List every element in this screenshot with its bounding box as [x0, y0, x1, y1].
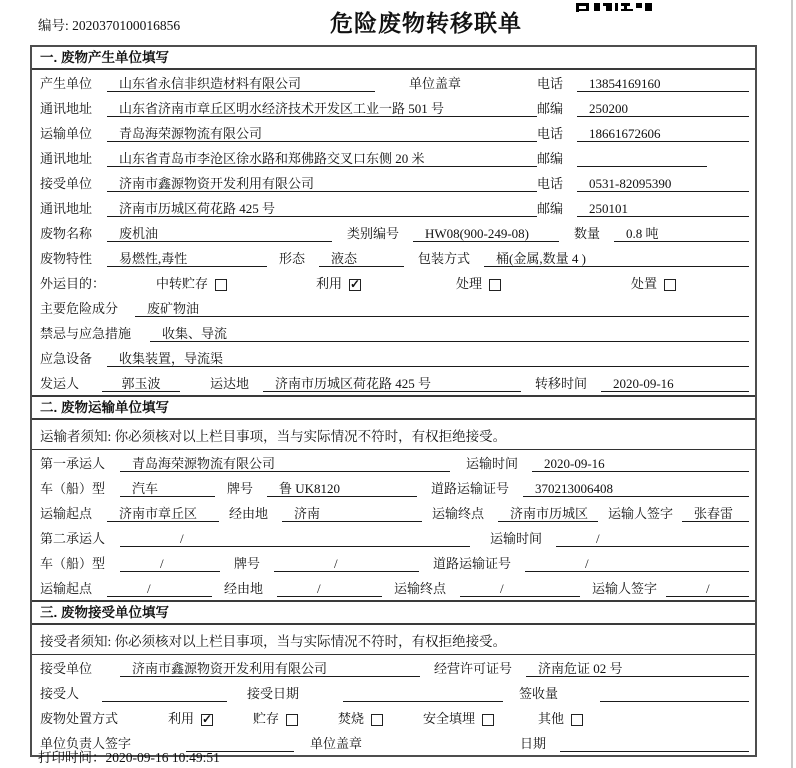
plate-value: 鲁 UK8120 [267, 480, 417, 497]
category-value: HW08(900-249-08) [413, 225, 559, 242]
transporter-notice: 运输者须知: 你必须核对以上栏目事项，当与实际情况不符时，有权拒绝接受。 [32, 420, 755, 450]
receiving-unit-row [32, 655, 755, 680]
serial-label: 编号: [38, 18, 73, 33]
category-label: 类别编号 [347, 226, 400, 241]
permit-label: 经营许可证号 [434, 661, 513, 676]
option-label: 中转贮存 [156, 276, 209, 291]
option-label: 安全填埋 [423, 711, 476, 726]
first-carrier-row [32, 450, 755, 475]
shipper-value: 郭玉波 [102, 375, 180, 392]
option-label: 利用 [316, 276, 343, 291]
disposal-method-label: 废物处置方式 [40, 711, 119, 726]
transporter-phone-value: 18661672606 [577, 125, 749, 142]
receiving-person-row [32, 680, 755, 705]
equipment-label: 应急设备 [40, 351, 93, 366]
disposal-option-incinerate [338, 710, 423, 727]
endpoint-label: 运输终点 [394, 581, 447, 596]
carrier-signature2-value: / [666, 580, 749, 597]
purpose-option-storage [156, 275, 316, 292]
producer-row [32, 70, 755, 95]
vehicle-type-label: 车（船）型 [40, 481, 106, 496]
route1-row [32, 500, 755, 525]
producer-address-row [32, 95, 755, 120]
section1-header: 一. 废物产生单位填写 [32, 47, 755, 70]
signed-amount-value [600, 685, 749, 702]
carrier-signature-value: 张春雷 [682, 505, 749, 522]
receiver-person-value [102, 685, 227, 702]
receive-date-label: 接受日期 [247, 686, 300, 701]
carrier2-label: 第二承运人 [40, 531, 106, 546]
permit-value: 济南危证 02 号 [526, 660, 749, 677]
transporter-address-value: 山东省青岛市李沧区徐水路和郑佛路交叉口东侧 20 米 [107, 150, 537, 167]
transport-time-label: 运输时间 [490, 531, 543, 546]
vehicle2-row [32, 550, 755, 575]
unit-seal-label: 单位盖章 [310, 736, 363, 751]
endpoint-label: 运输终点 [432, 506, 485, 521]
producer-address-value: 山东省济南市章丘区明水经济技术开发区工业一路 501 号 [107, 100, 537, 117]
via-label: 经由地 [224, 581, 264, 596]
quantity-label: 数量 [574, 226, 601, 241]
checkbox-landfill [482, 714, 494, 726]
option-label: 焚烧 [338, 711, 365, 726]
transporter-address-row [32, 145, 755, 170]
plate2-value: / [274, 555, 419, 572]
print-time-label: 打印时间： [38, 750, 106, 765]
checkbox-other [571, 714, 583, 726]
transport-time2-value: / [556, 530, 749, 547]
hazard-value: 废矿物油 [135, 300, 749, 317]
form-label: 形态 [279, 251, 306, 266]
endpoint2-value: / [460, 580, 580, 597]
zip-label: 邮编 [537, 201, 564, 216]
vehicle-type-label: 车（船）型 [40, 556, 106, 571]
serial-value: 2020370100016856 [72, 18, 181, 33]
packing-value: 桶(金属,数量 4 ) [484, 250, 749, 267]
receiver-value: 济南市鑫源物资开发利用有限公司 [107, 175, 537, 192]
taboo-measures-row [32, 320, 755, 345]
address-label: 通讯地址 [40, 151, 93, 166]
origin-value: 济南市章丘区 [107, 505, 219, 522]
checkbox-store [286, 714, 298, 726]
option-label: 贮存 [253, 711, 280, 726]
purpose-option-dispose [631, 275, 676, 292]
producer-label: 产生单位 [40, 76, 93, 91]
address-label: 通讯地址 [40, 101, 93, 116]
transfer-purpose-row [32, 270, 755, 295]
trait-label: 废物特性 [40, 251, 93, 266]
origin-label: 运输起点 [40, 506, 93, 521]
transport-time-value: 2020-09-16 [532, 455, 749, 472]
qr-code-fragment-icon [576, 0, 652, 16]
disposal-option-landfill [423, 710, 538, 727]
carrier1-value: 青岛海荣源物流有限公司 [120, 455, 450, 472]
checkbox-incinerate [371, 714, 383, 726]
route2-row [32, 575, 755, 600]
phone-label: 电话 [537, 176, 564, 191]
road-license-label: 道路运输证号 [433, 556, 512, 571]
waste-name-row [32, 220, 755, 245]
transfer-time-label: 转移时间 [535, 376, 588, 391]
shipper-label: 发运人 [40, 376, 80, 391]
packing-label: 包装方式 [418, 251, 471, 266]
manager-signature-label: 单位负责人签字 [40, 736, 132, 751]
producer-zip-value: 250200 [577, 100, 749, 117]
option-label: 利用 [168, 711, 195, 726]
equipment-value: 收集装置，导流渠 [107, 350, 749, 367]
serial-number-line [38, 14, 180, 34]
transporter-value: 青岛海荣源物流有限公司 [107, 125, 537, 142]
checkbox-storage [215, 279, 227, 291]
purpose-label: 外运目的： [40, 276, 106, 291]
transporter-row [32, 120, 755, 145]
receiver-zip-value: 250101 [577, 200, 749, 217]
disposal-option-store [253, 710, 338, 727]
print-time-value: 2020-09-16 10:49:51 [105, 750, 220, 765]
option-label: 处置 [631, 276, 658, 291]
disposal-method-row [32, 705, 755, 730]
section2-header: 二. 废物运输单位填写 [32, 395, 755, 420]
emergency-equipment-row [32, 345, 755, 370]
via-label: 经由地 [229, 506, 269, 521]
checkbox-dispose [664, 279, 676, 291]
receiving-unit-label: 接受单位 [40, 661, 93, 676]
road-license-label: 道路运输证号 [431, 481, 510, 496]
origin2-value: / [107, 580, 212, 597]
manifest-form [30, 45, 757, 757]
quantity-value: 0.8 吨 [614, 225, 749, 242]
signed-amount-label: 签收量 [519, 686, 559, 701]
carrier2-value: / [120, 530, 470, 547]
phone-label: 电话 [537, 76, 564, 91]
carrier-signature-label: 运输人签字 [592, 581, 658, 596]
date-label: 日期 [520, 736, 547, 751]
unit-seal-label: 单位盖章 [409, 76, 462, 91]
vehicle1-row [32, 475, 755, 500]
receiver-address-value: 济南市历城区荷花路 425 号 [107, 200, 537, 217]
disposal-option-other [538, 710, 583, 727]
zip-label: 邮编 [537, 101, 564, 116]
receiver-label: 接受单位 [40, 176, 93, 191]
option-label: 处理 [456, 276, 483, 291]
form-value: 液态 [319, 250, 404, 267]
purpose-option-treat [456, 275, 631, 292]
hazard-component-row [32, 295, 755, 320]
via2-value: / [277, 580, 382, 597]
waste-trait-row [32, 245, 755, 270]
purpose-option-reuse [316, 275, 456, 292]
receiver-notice: 接受者须知: 你必须核对以上栏目事项，当与实际情况不符时，有权拒绝接受。 [32, 625, 755, 655]
receiver-person-label: 接受人 [40, 686, 80, 701]
plate-label: 牌号 [227, 481, 254, 496]
disposal-option-reuse [168, 710, 253, 727]
date-value [560, 735, 749, 752]
phone-label: 电话 [537, 126, 564, 141]
checkbox-treat [489, 279, 501, 291]
transporter-label: 运输单位 [40, 126, 93, 141]
destination-label: 运达地 [210, 376, 250, 391]
trait-value: 易燃性,毒性 [107, 250, 267, 267]
receiver-row [32, 170, 755, 195]
producer-phone-value: 13854169160 [577, 75, 749, 92]
transport-time-label: 运输时间 [466, 456, 519, 471]
section3-header: 三. 废物接受单位填写 [32, 600, 755, 625]
page-right-edge [791, 0, 793, 768]
receiver-address-row [32, 195, 755, 220]
waste-name-label: 废物名称 [40, 226, 93, 241]
producer-value: 山东省永信非织造材料有限公司 [107, 75, 375, 92]
print-time-line [38, 746, 220, 766]
endpoint-value: 济南市历城区 [498, 505, 598, 522]
plate-label: 牌号 [234, 556, 261, 571]
taboo-label: 禁忌与应急措施 [40, 326, 132, 341]
destination-value: 济南市历城区荷花路 425 号 [263, 375, 521, 392]
carrier-signature-label: 运输人签字 [608, 506, 674, 521]
vehicle-type2-value: / [120, 555, 220, 572]
shipper-row [32, 370, 755, 395]
receiving-unit-value: 济南市鑫源物资开发利用有限公司 [120, 660, 420, 677]
checkbox-reuse [201, 714, 213, 726]
address-label: 通讯地址 [40, 201, 93, 216]
transfer-time-value: 2020-09-16 [601, 375, 749, 392]
zip-label: 邮编 [537, 151, 564, 166]
hazard-label: 主要危险成分 [40, 301, 119, 316]
page-title: 危险废物转移联单 [330, 10, 522, 36]
receiver-phone-value: 0531-82095390 [577, 175, 749, 192]
vehicle-type-value: 汽车 [120, 480, 215, 497]
road-license2-value: / [525, 555, 749, 572]
origin-label: 运输起点 [40, 581, 93, 596]
waste-name-value: 废机油 [107, 225, 332, 242]
transporter-zip-value [577, 150, 707, 167]
checkbox-reuse [349, 279, 361, 291]
taboo-value: 收集、导流 [150, 325, 749, 342]
receive-date-value [343, 685, 503, 702]
option-label: 其他 [538, 711, 565, 726]
road-license-value: 370213006408 [523, 480, 749, 497]
via-value: 济南 [282, 505, 422, 522]
carrier1-label: 第一承运人 [40, 456, 106, 471]
second-carrier-row [32, 525, 755, 550]
